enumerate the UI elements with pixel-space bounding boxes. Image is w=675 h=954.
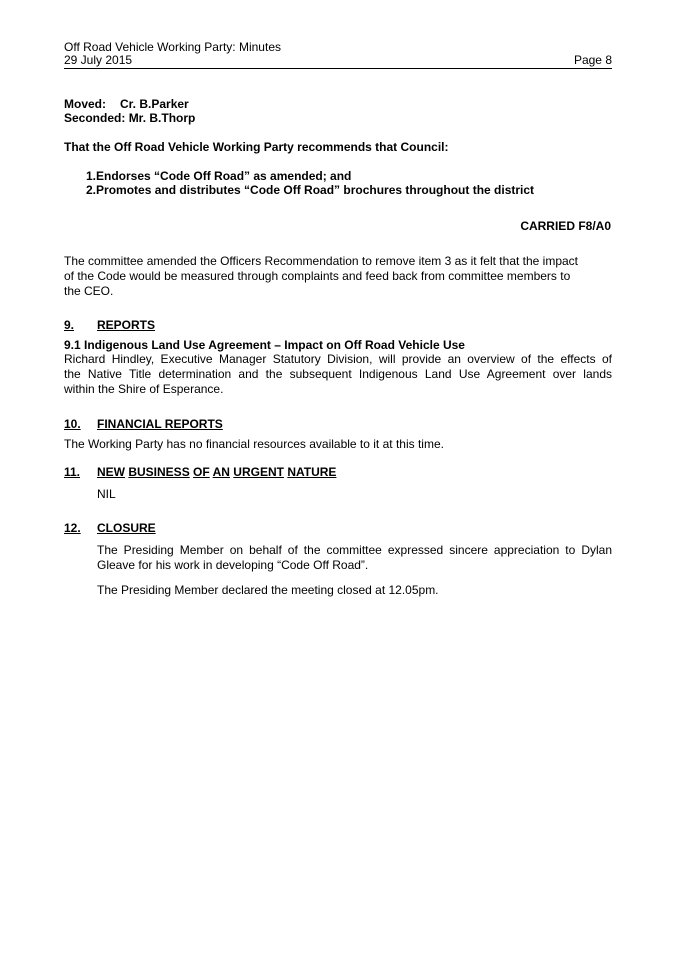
seconded-value: Mr. B.Thorp [128,111,196,125]
section-heading-new-business [64,465,336,480]
section-number: 11. [64,465,81,479]
seconded-line [64,111,195,126]
section-title: CLOSURE [97,521,156,535]
closure-statement: The Presiding Member declared the meeting closed at 12.05pm. [97,583,439,597]
recommendation-text: That the Off Road Vehicle Working Party recommends that Council: [64,140,449,154]
amendment-line: the CEO. [64,284,114,298]
seconded-label: Seconded: [64,111,126,125]
section-heading-closure [64,521,156,536]
reports-paragraph [64,352,612,397]
recommendation-item [86,183,534,198]
title-word: BUSINESS [128,465,190,479]
title-word: URGENT [233,465,284,479]
header-date: 29 July 2015 [64,53,133,67]
moved-line [64,97,189,112]
item-number: 2. [86,183,97,197]
carried-status: CARRIED F8/A0 [520,219,611,233]
section-title: FINANCIAL REPORTS [97,417,223,431]
reports-line: Richard Hindley, Executive Manager Statutory Division, will provide an overview of the effects of [64,352,612,366]
amendment-paragraph [64,254,612,299]
title-word: AN [212,465,230,479]
section-number: 10. [64,417,81,431]
item-number: 1. [86,169,97,183]
section-heading-reports [64,318,155,333]
reports-line: the Native Title determination and the subsequent Indigenous Land Use Agreement over lands [64,367,612,381]
header-page-number: Page 8 [573,53,612,67]
reports-line: within the Shire of Esperance. [64,382,224,396]
financial-text: The Working Party has no financial resources available to it at this time. [64,437,444,451]
title-word: OF [193,465,210,479]
title-word: NEW [97,465,125,479]
section-title: REPORTS [97,318,156,332]
recommendation-item [86,169,351,184]
item-text: Promotes and distributes “Code Off Road” brochures throughout the district [96,183,535,197]
subsection-title: 9.1 Indigenous Land Use Agreement – Impact on Off Road Vehicle Use [64,338,465,352]
closure-line: The Presiding Member on behalf of the committee expressed sincere appreciation to Dylan [97,543,612,557]
moved-label: Moved: [64,97,106,111]
new-business-text: NIL [97,487,116,501]
section-number: 12. [64,521,81,535]
closure-paragraph [97,543,612,573]
section-number: 9. [64,318,75,332]
moved-value: Cr. B.Parker [120,97,189,111]
amendment-line: of the Code would be measured through complaints and feed back from committee members to [64,269,571,283]
closure-line: Gleave for his work in developing “Code Off Road”. [97,558,369,572]
title-word: NATURE [287,465,337,479]
amendment-line: The committee amended the Officers Recommendation to remove item 3 as it felt that the impact [64,254,579,268]
section-heading-financial [64,417,223,432]
header-title: Off Road Vehicle Working Party: Minutes [64,40,281,54]
header-divider [64,68,612,69]
item-text: Endorses “Code Off Road” as amended; and [96,169,352,183]
